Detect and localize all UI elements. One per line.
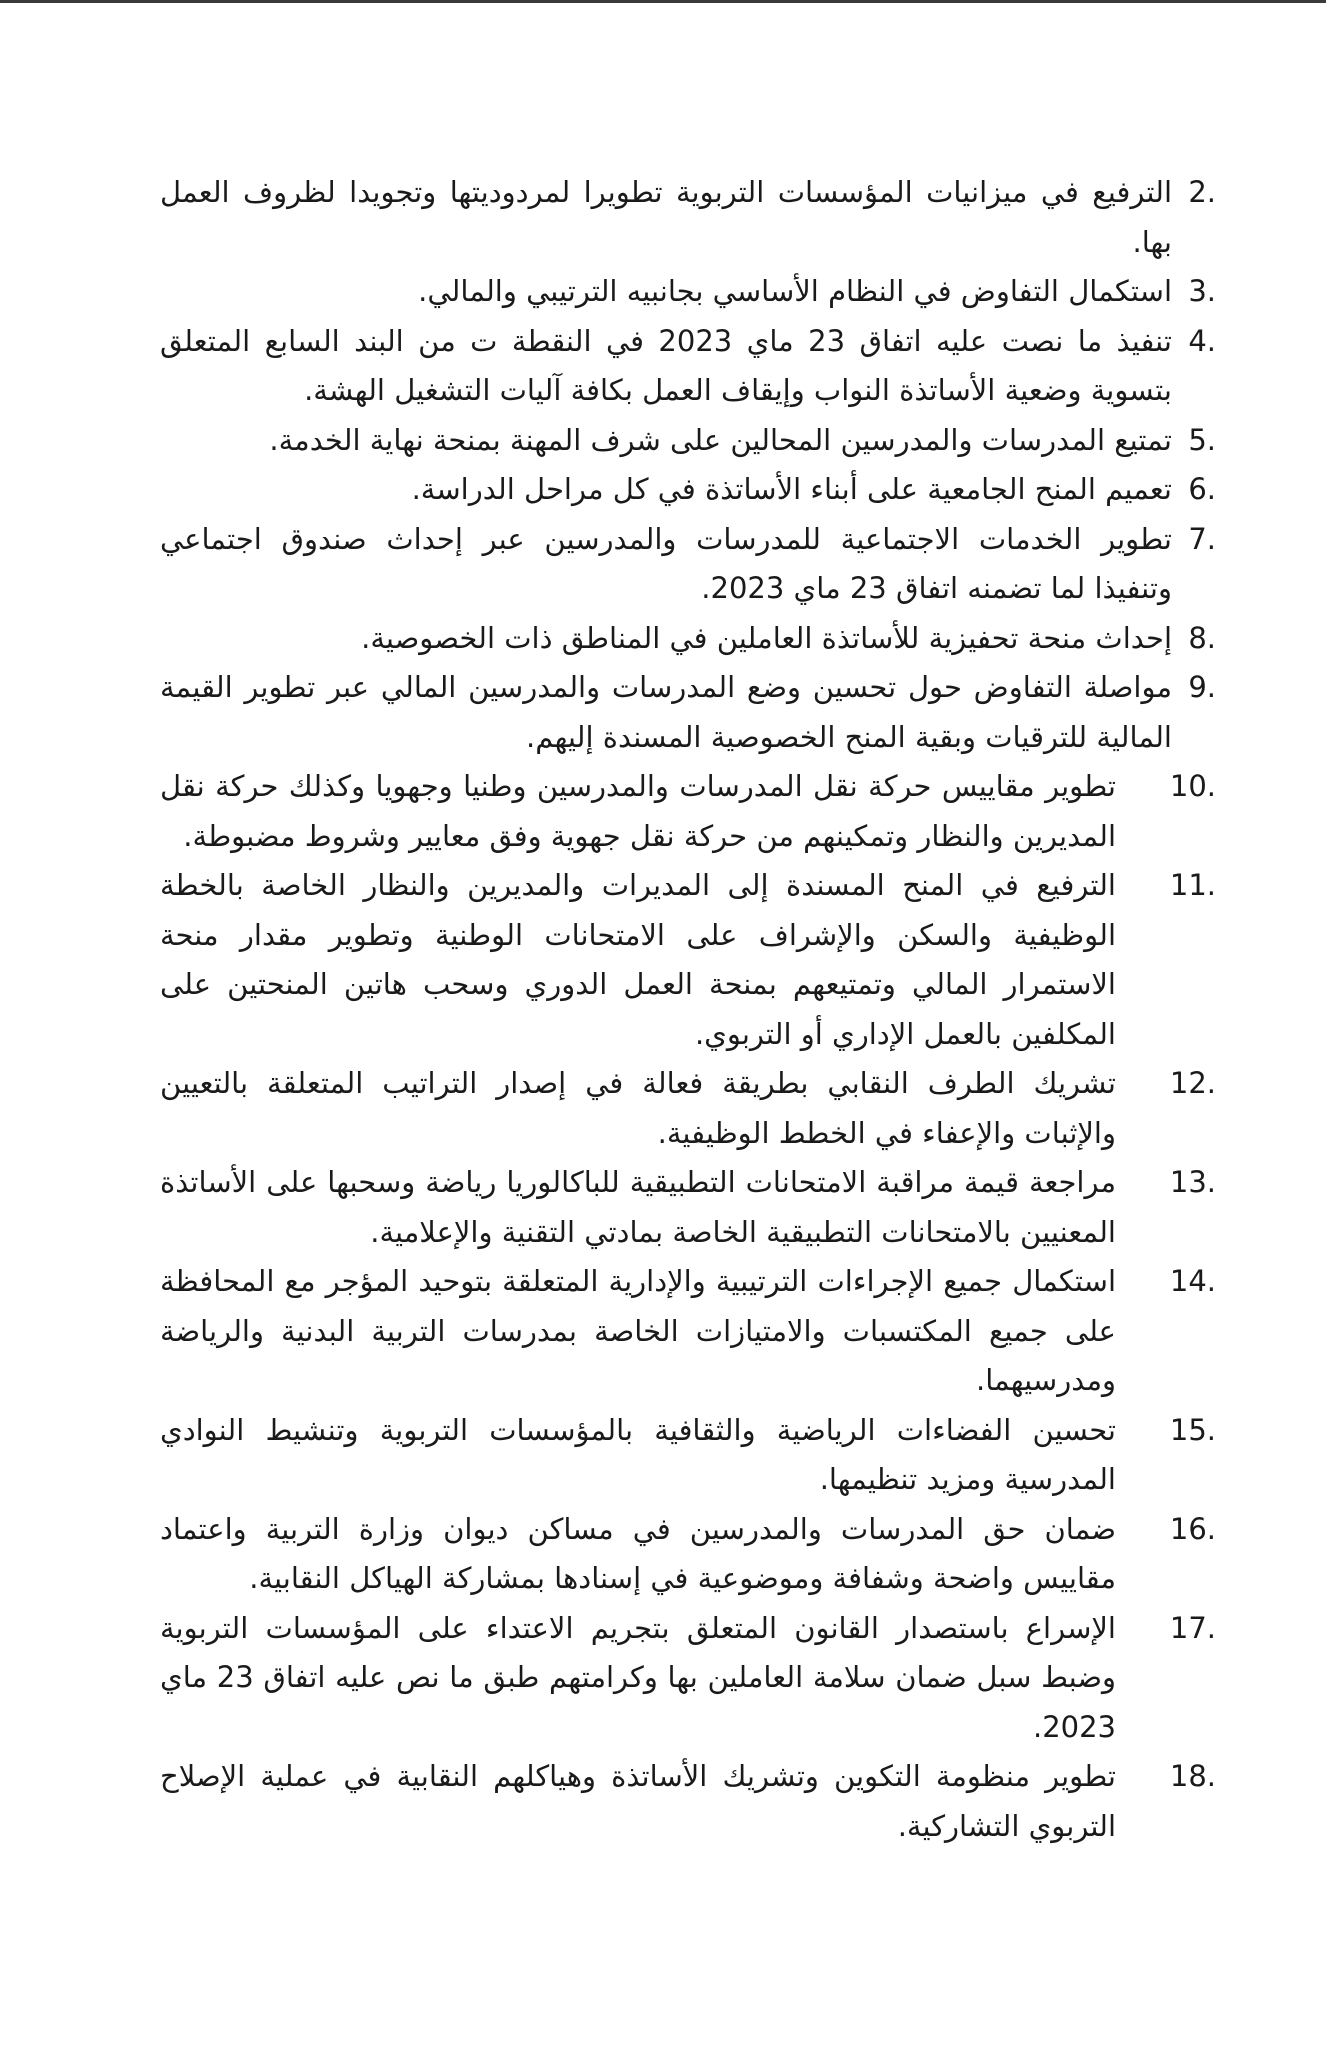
item-text: استكمال التفاوض في النظام الأساسي بجانبيه الترتيبي والمالي.: [418, 274, 1172, 308]
item-number: 15.: [1169, 1412, 1216, 1447]
list-item: [160, 1158, 1216, 1257]
item-number: 4.: [1188, 323, 1216, 358]
item-number: 16.: [1169, 1511, 1216, 1546]
list-item: [160, 861, 1216, 1059]
list-item: [160, 614, 1216, 664]
item-text: إحداث منحة تحفيزية للأساتذة العاملين في المناطق ذات الخصوصية.: [361, 620, 1172, 655]
item-text: تمتيع المدرسات والمدرسين المحالين على شرف المهنة بمنحة نهاية الخدمة.: [269, 422, 1172, 457]
item-number: 9.: [1188, 670, 1216, 704]
item-number: 17.: [1169, 1610, 1216, 1645]
item-number: 12.: [1169, 1066, 1216, 1100]
list-item: [160, 1059, 1216, 1158]
list-item: [160, 663, 1216, 762]
item-number: 6.: [1188, 472, 1216, 506]
item-text: تعميم المنح الجامعية على أبناء الأساتذة في كل مراحل الدراسة.: [411, 472, 1172, 506]
list-item: [160, 317, 1216, 416]
item-text: تطوير مقاييس حركة نقل المدرسات والمدرسين وطنيا وجهويا وكذلك حركة نقل المديرين والنظار وتمكينهم من حركة نقل جهوية وفق معايير وشروط مضبوطة.: [160, 769, 1116, 853]
item-number: 11.: [1169, 868, 1216, 902]
item-text: تحسين الفضاءات الرياضية والثقافية بالمؤسسات التربوية وتنشيط النوادي المدرسية ومزيد تنظيمها.: [160, 1412, 1116, 1496]
list-item: [160, 762, 1216, 861]
item-text: الترفيع في المنح المسندة إلى المديرات والمديرين والنظار الخاصة بالخطة الوظيفية والسكن والإشراف على الامتحانات الوطنية وتطوير مقدار منحة الاستمرار المالي وتمتيعهم بمنحة العمل الدوري وسحب هاتين المنحتين على المكلفين بالعمل الإداري أو التربوي.: [160, 868, 1116, 1051]
item-text: تطوير الخدمات الاجتماعية للمدرسات والمدرسين عبر إحداث صندوق اجتماعي وتنفيذا لما تضمنه اتفاق 23 ماي 2023.: [160, 521, 1172, 605]
item-text: تشريك الطرف النقابي بطريقة فعالة في إصدار التراتيب المتعلقة بالتعيين والإثبات والإعفاء في الخطط الوظيفية.: [160, 1066, 1116, 1150]
list-item: [160, 168, 1216, 267]
item-text: تنفيذ ما نصت عليه اتفاق 23 ماي 2023 في النقطة ت من البند السابع المتعلق بتسوية وضعية الأساتذة النواب وإيقاف العمل بكافة آليات التشغيل الهشة.: [160, 323, 1172, 407]
item-number: 18.: [1169, 1759, 1216, 1793]
item-number: 10.: [1169, 769, 1216, 803]
item-number: 5.: [1188, 422, 1216, 457]
item-text: الترفيع في ميزانيات المؤسسات التربوية تطويرا لمردوديتها وتجويدا لظروف العمل بها.: [160, 175, 1172, 259]
list-item: [160, 416, 1216, 466]
item-text: مراجعة قيمة مراقبة الامتحانات التطبيقية للباكالوريا رياضة وسحبها على الأساتذة المعنيين بالامتحانات التطبيقية الخاصة بمادتي التقنية والإعلامية.: [160, 1165, 1116, 1249]
list-item: [160, 1752, 1216, 1851]
item-number: 13.: [1169, 1165, 1216, 1199]
item-text: مواصلة التفاوض حول تحسين وضع المدرسات والمدرسين المالي عبر تطوير القيمة المالية للترقيات وبقية المنح الخصوصية المسندة إليهم.: [160, 670, 1172, 754]
item-text: تطوير منظومة التكوين وتشريك الأساتذة وهياكلهم النقابية في عملية الإصلاح التربوي التشاركية.: [160, 1759, 1116, 1843]
item-number: 14.: [1169, 1264, 1216, 1298]
item-number: 7.: [1188, 521, 1216, 556]
item-number: 8.: [1188, 620, 1216, 655]
item-text: الإسراع باستصدار القانون المتعلق بتجريم الاعتداء على المؤسسات التربوية وضبط سبل ضمان سلامة العاملين بها وكرامتهم طبق ما نص عليه اتفاق 23 ماي 2023.: [160, 1610, 1116, 1744]
list-item: [160, 1257, 1216, 1406]
item-text: ضمان حق المدرسات والمدرسين في مساكن ديوان وزارة التربية واعتماد مقاييس واضحة وشفافة وموضوعية في إسنادها بمشاركة الهياكل النقابية.: [160, 1511, 1116, 1595]
list-item: [160, 267, 1216, 317]
list-item: [160, 515, 1216, 614]
list-item: [160, 1505, 1216, 1604]
list-item: [160, 1406, 1216, 1505]
list-item: [160, 465, 1216, 515]
item-number: 2.: [1188, 175, 1216, 209]
document-body: [160, 168, 1216, 1851]
top-edge-line: [0, 0, 1326, 3]
item-number: 3.: [1188, 274, 1216, 308]
list-item: [160, 1604, 1216, 1753]
item-text: استكمال جميع الإجراءات الترتيبية والإدارية المتعلقة بتوحيد المؤجر مع المحافظة على جميع المكتسبات والامتيازات الخاصة بمدرسات التربية البدنية والرياضة ومدرسيهما.: [160, 1264, 1116, 1397]
